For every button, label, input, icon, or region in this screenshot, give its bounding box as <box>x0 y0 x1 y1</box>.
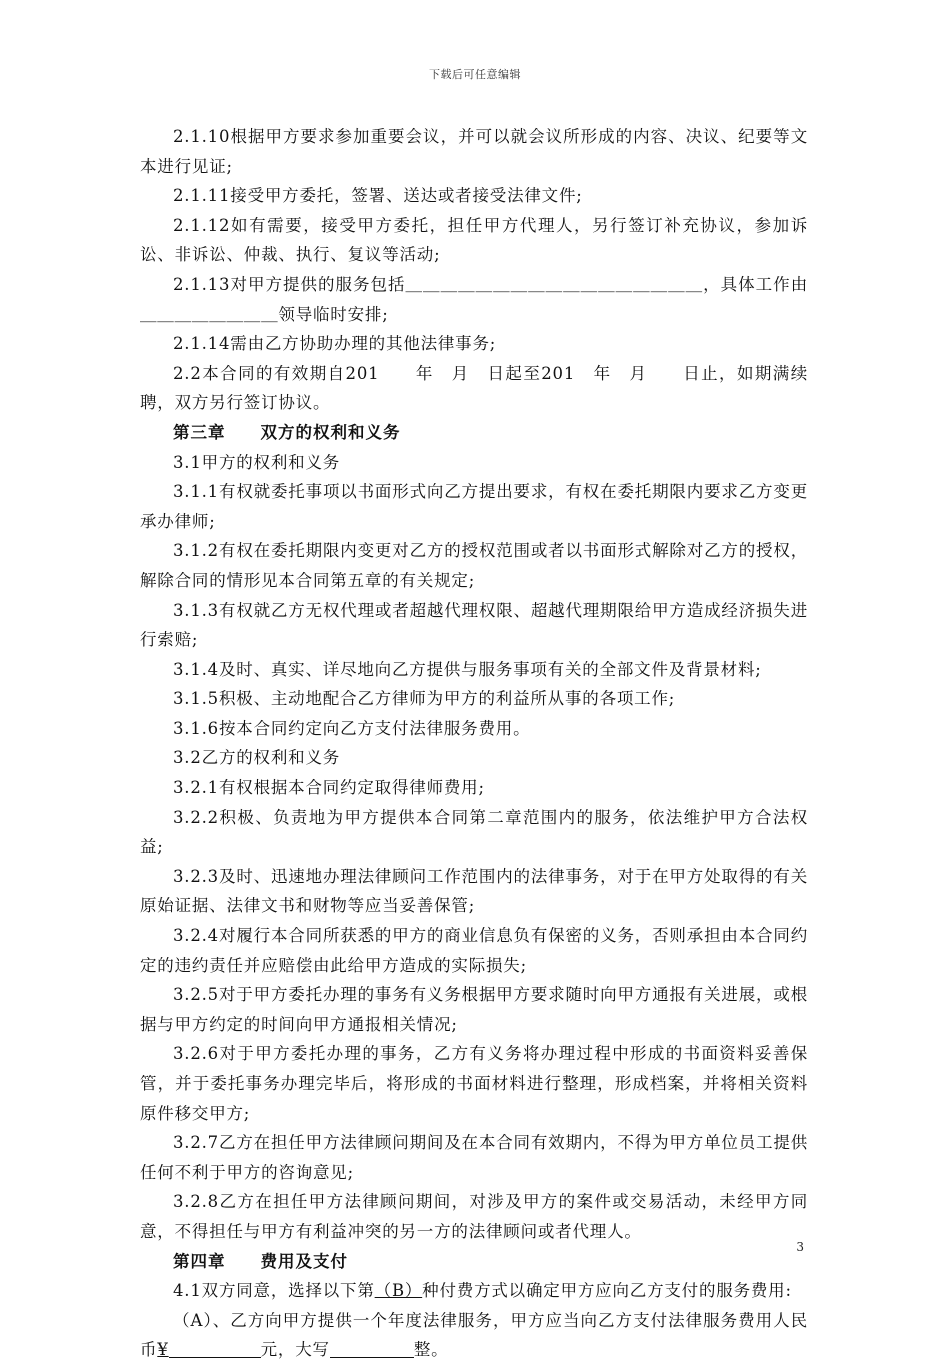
clause-2-1-13: 2.1.13对甲方提供的服务包括＿＿＿＿＿＿＿＿＿＿＿＿＿＿＿＿＿，具体工作由＿＿＿＿＿＿＿＿领导临时安排; <box>140 274 808 324</box>
clause-3-2-3: 3.2.3及时、迅速地办理法律顾问工作范围内的法律事务，对于在甲方处取得的有关原始证据、法律文书和财物等应当妥善保管; <box>140 866 808 916</box>
chapter-3-heading: 第三章 双方的权利和义务 <box>173 422 401 442</box>
clause-3-2-7: 3.2.7乙方在担任甲方法律顾问期间及在本合同有效期内，不得为甲方单位员工提供任何不利于甲方的咨询意见; <box>140 1133 808 1182</box>
clause-3-1-2: 3.1.2有权在委托期限内变更对乙方的授权范围或者以书面形式解除对乙方的授权，解除合同的情形见本合同第五章的有关规定; <box>140 541 808 590</box>
clause-4-1-suffix: 种付费方式以确定甲方应向乙方支付的服务费用: <box>422 1281 792 1301</box>
clause-4-1-prefix: 4.1双方同意，选择以下第 <box>173 1281 375 1301</box>
chapter-4-heading: 第四章 费用及支付 <box>173 1251 348 1271</box>
clause-3-1-5: 3.1.5积极、主动地配合乙方律师为甲方的利益所从事的各项工作; <box>173 689 676 709</box>
amount-words-blank <box>330 1340 414 1358</box>
clause-3-2-1: 3.2.1有权根据本合同约定取得律师费用; <box>173 778 485 798</box>
option-a-mid: 元，大写 <box>260 1340 330 1360</box>
page-number: 3 <box>796 1240 804 1254</box>
clause-3-1-1: 3.1.1有权就委托事项以书面形式向乙方提出要求，有权在委托期限内要求乙方变更承办律师; <box>140 482 808 531</box>
page-header: 下载后可任意编辑 <box>429 68 521 81</box>
payment-option-choice: （B） <box>374 1281 423 1301</box>
option-a-end: 整。 <box>413 1340 449 1360</box>
clause-2-1-12: 2.1.12如有需要，接受甲方委托，担任甲方代理人，另行签订补充协议，参加诉讼、非诉讼、仲裁、执行、复议等活动; <box>140 215 808 265</box>
clause-3-1-3: 3.1.3有权就乙方无权代理或者超越代理权限、超越代理期限给甲方造成经济损失进行索赔; <box>140 600 808 650</box>
clause-3-2-2: 3.2.2积极、负责地为甲方提供本合同第二章范围内的服务，依法维护甲方合法权益; <box>140 807 808 857</box>
clause-2-2: 2.2本合同的有效期自201 年 月 日起至201 年 月 日止，如期满续聘，双方另行签订协议。 <box>140 363 808 413</box>
clause-3-2-8: 3.2.8乙方在担任甲方法律顾问期间，对涉及甲方的案件或交易活动，未经甲方同意，不得担任与甲方有利益冲突的另一方的法律顾问或者代理人。 <box>140 1192 808 1241</box>
amount-blank <box>169 1340 261 1358</box>
payment-option-a <box>140 1306 808 1365</box>
option-a-text: （A）、乙方向甲方提供一个年度法律服务，甲方应当向乙方支付法律服务费用人民币 <box>140 1310 808 1360</box>
clause-3-2-4: 3.2.4对履行本合同所获悉的甲方的商业信息负有保密的义务，否则承担由本合同约定的违约责任并应赔偿由此给甲方造成的实际损失; <box>140 926 808 975</box>
clause-2-1-14: 2.1.14需由乙方协助办理的其他法律事务; <box>173 334 497 354</box>
clause-3-1-4: 3.1.4及时、真实、详尽地向乙方提供与服务事项有关的全部文件及背景材料; <box>173 659 762 679</box>
clause-4-1 <box>140 1276 808 1306</box>
clause-3-2: 3.2乙方的权利和义务 <box>173 748 341 768</box>
clause-3-1: 3.1甲方的权利和义务 <box>173 452 341 472</box>
clause-3-1-6: 3.1.6按本合同约定向乙方支付法律服务费用。 <box>173 718 531 738</box>
clause-3-2-6: 3.2.6对于甲方委托办理的事务，乙方有义务将办理过程中形成的书面资料妥善保管，并于委托事务办理完毕后，将形成的书面材料进行整理，形成档案，并将相关资料原件移交甲方; <box>140 1044 808 1123</box>
clause-2-1-11: 2.1.11接受甲方委托，签署、送达或者接受法律文件; <box>173 186 583 206</box>
currency-symbol: ¥ <box>157 1340 169 1360</box>
page-body <box>140 122 808 1365</box>
clause-3-2-5: 3.2.5对于甲方委托办理的事务有义务根据甲方要求随时向甲方通报有关进展，或根据与甲方约定的时间向甲方通报相关情况; <box>140 985 808 1034</box>
clause-2-1-10: 2.1.10根据甲方要求参加重要会议，并可以就会议所形成的内容、决议、纪要等文本进行见证; <box>140 127 808 176</box>
